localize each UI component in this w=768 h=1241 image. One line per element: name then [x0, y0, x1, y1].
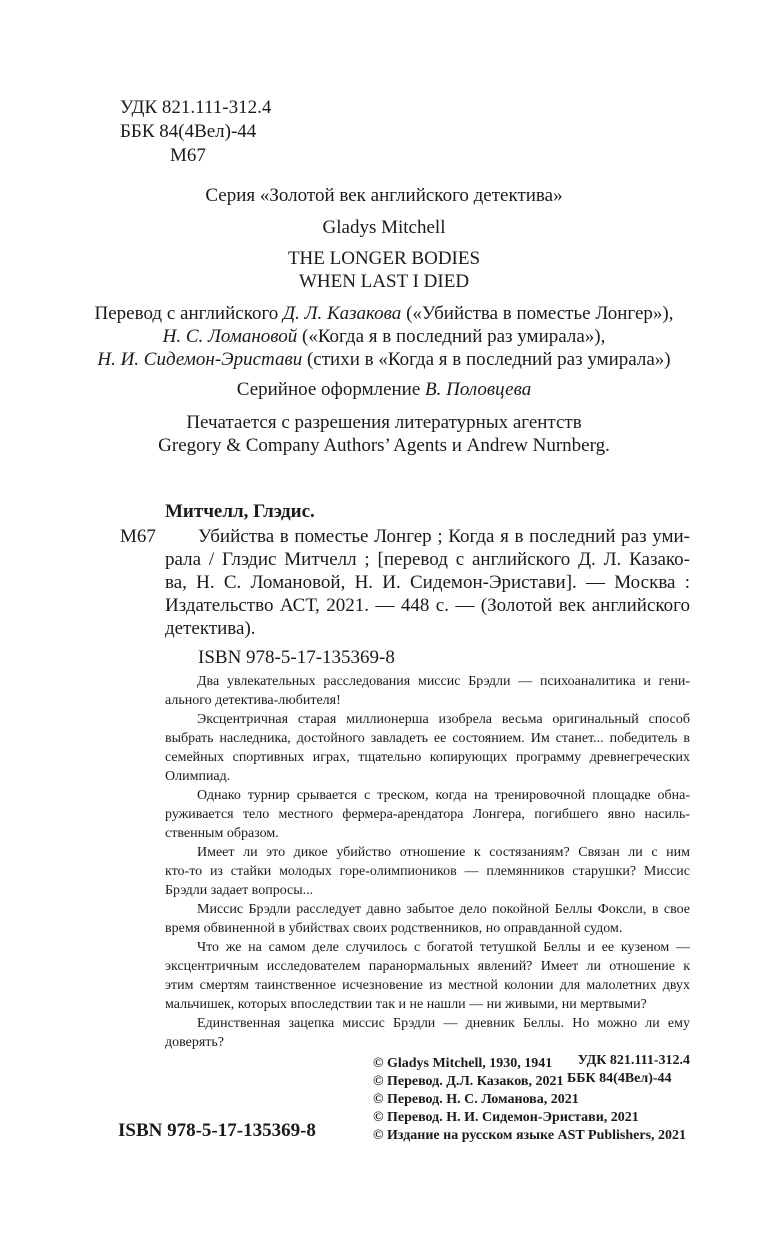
- annotation-line: руживается тело местного фермера-арендатора Лонгера, погибшего явно насиль-: [165, 807, 690, 822]
- annotation-line: кто-то из стайки молодых горе-олимпиоников — племянников старушки? Миссис: [165, 864, 690, 879]
- translation-credit-3: [0, 348, 768, 372]
- copyright-line: © Gladys Mitchell, 1930, 1941: [373, 1056, 553, 1071]
- annotation-line: выбрать наследника, достойного завладеть ее состоянием. Им станет... победитель в: [165, 731, 690, 746]
- bib-mark: М67: [120, 526, 156, 547]
- original-title-line-1: THE LONGER BODIES: [287, 248, 481, 269]
- copyright-line: © Перевод. Н. С. Ломанова, 2021: [373, 1092, 579, 1107]
- annotation-bbk: ББК 84(4Вел)-44: [567, 1071, 672, 1086]
- annotation-line: время обвиненной в убийствах своих родственников, но оправданной судом.: [165, 921, 623, 936]
- translator-name-1: Д. Л. Казакова: [283, 303, 402, 324]
- annotation-line: Однако турнир срывается с треском, когда на тренировочной площадке обна-: [197, 788, 690, 803]
- translation-prefix: Перевод с английского: [94, 303, 284, 324]
- translation-suffix-1: («Убийства в поместье Лонгер»),: [401, 303, 674, 324]
- annotation-udk: УДК 821.111-312.4: [577, 1053, 690, 1068]
- annotation-line: доверять?: [165, 1035, 225, 1050]
- udk-code: УДК 821.111-312.4: [120, 97, 272, 118]
- annotation-line: мальчишек, которых впоследствии так и не нашли — ни живыми, ни мертвыми?: [165, 997, 647, 1012]
- bib-heading: Митчелл, Глэдис.: [165, 501, 315, 522]
- bib-isbn: ISBN 978-5-17-135369-8: [198, 647, 395, 668]
- copyright-line: © Перевод. Д.Л. Казаков, 2021: [373, 1074, 564, 1089]
- annotation-line: Единственная зацепка миссис Брэдли — дневник Беллы. Но можно ли ему: [197, 1016, 690, 1031]
- translation-suffix-2: («Когда я в последний раз умирала»),: [297, 326, 606, 347]
- annotation-line: Эксцентричная старая миллионерша изобрела весьма оригинальный способ: [197, 712, 690, 727]
- bib-line-5: детектива).: [165, 618, 256, 639]
- bib-line-3: ва, Н. С. Ломановой, Н. И. Сидемон-Эристави]. — Москва :: [165, 572, 690, 593]
- translation-credit-1: [0, 302, 768, 326]
- annotation-line: Имеет ли это дикое убийство отношение к состязаниям? Связан ли с ним: [197, 845, 690, 860]
- permission-line-2: Gregory & Company Authors’ Agents и Andrew Nurnberg.: [158, 435, 610, 456]
- design-credit: [0, 378, 768, 402]
- bbk-code: ББК 84(4Вел)-44: [120, 121, 257, 142]
- bib-line-1: Убийства в поместье Лонгер ; Когда я в последний раз уми-: [198, 526, 690, 547]
- original-author: Gladys Mitchell: [322, 217, 446, 238]
- annotation-line: Два увлекательных расследования миссис Брэдли — психоаналитика и гени-: [197, 674, 690, 689]
- translation-suffix-3: (стихи в «Когда я в последний раз умирала»): [302, 349, 671, 370]
- design-prefix: Серийное оформление: [236, 379, 426, 400]
- original-title-line-2: WHEN LAST I DIED: [298, 271, 470, 292]
- translation-credit-2: [0, 325, 768, 349]
- bib-line-4: Издательство АСТ, 2021. — 448 с. — (Золотой век английского: [165, 595, 690, 616]
- series-line: Серия «Золотой век английского детектива»: [205, 185, 563, 206]
- footer-isbn: ISBN 978-5-17-135369-8: [118, 1120, 316, 1141]
- annotation-line: эксцентричным исследователем паранормальных явлений? Имеет ли отношение к: [165, 959, 690, 974]
- annotation-line: семейных спортивных играх, тщательно копирующих программу древнегреческих: [165, 750, 690, 765]
- annotation-line: ального детектива-любителя!: [165, 693, 341, 708]
- translator-name-2: Н. С. Ломановой: [162, 326, 298, 347]
- author-mark: М67: [170, 145, 206, 166]
- designer-name: В. Половцева: [425, 379, 532, 400]
- permission-line-1: Печатается с разрешения литературных агентств: [186, 412, 582, 433]
- annotation-line: этим смертям таинственное исчезновение из местной колонии для малолетних двух: [165, 978, 690, 993]
- annotation-line: ственным образом.: [165, 826, 279, 841]
- annotation-line: Олимпиад.: [165, 769, 231, 784]
- copyright-line: © Перевод. Н. И. Сидемон-Эристави, 2021: [373, 1110, 639, 1125]
- annotation-line: Что же на самом деле случилось с богатой тетушкой Беллы и ее кузеном —: [197, 940, 690, 955]
- copyright-line: © Издание на русском языке AST Publishers, 2021: [373, 1128, 687, 1143]
- annotation-line: Брэдли задает вопросы...: [165, 883, 314, 898]
- translator-name-3: Н. И. Сидемон-Эристави: [97, 349, 303, 370]
- annotation-line: Миссис Брэдли расследует давно забытое дело покойной Беллы Фоксли, в свое: [197, 902, 690, 917]
- bib-line-2: рала / Глэдис Митчелл ; [перевод с английского Д. Л. Казако-: [165, 549, 690, 570]
